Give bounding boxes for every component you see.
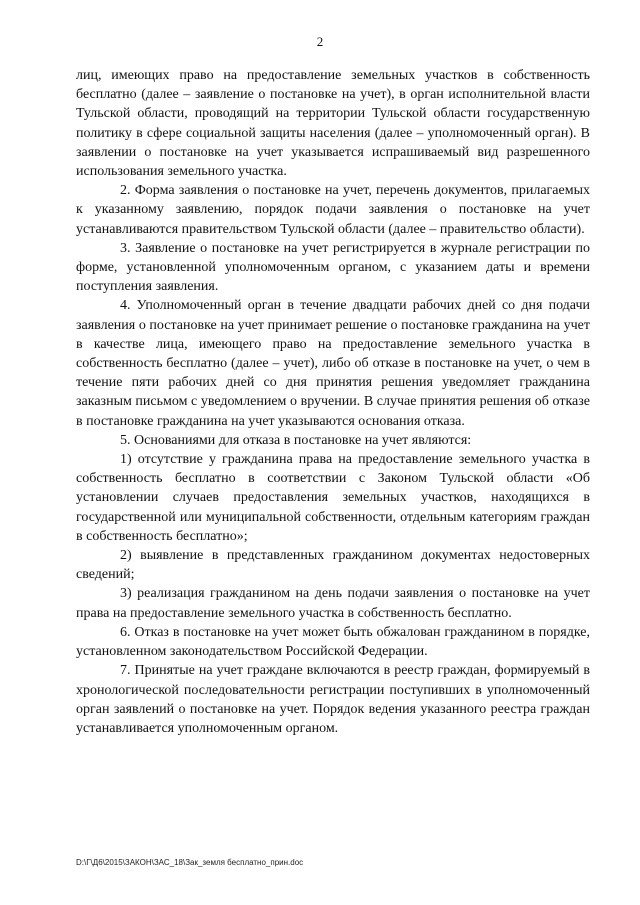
paragraph-continuation: лиц, имеющих право на предоставление земельных участков в собственность бесплатно (далее – заявление о постановке на учет), в орган исполнительной власти Тульской области, проводящий на территории Тульской области государственную политику в сфере социальной защиты населения (далее – уполномоченный орган). В заявлении о постановке на учет указывается испрашиваемый вид разрешенного использования земельного участка. <box>76 68 590 180</box>
document-body <box>76 66 590 738</box>
page-number: 2 <box>316 34 324 49</box>
subitem-3: 3) реализация гражданином на день подачи заявления о постановке на учет права на предоставление земельного участка в собственность бесплатно. <box>76 586 590 621</box>
paragraph-item-4: 4. Уполномоченный орган в течение двадцати рабочих дней со дня подачи заявления о постановке на учет принимает решение о постановке гражданина на учет в качестве лица, имеющего право на предоставление земельного участка в собственность бесплатно (далее – учет), либо об отказе в постановке на учет, о чем в течение пяти рабочих дней со дня принятия решения уведомляет гражданина заказным письмом с уведомлением о вручении. В случае принятия решения об отказе в постановке гражданина на учет указываются основания отказа. <box>76 298 590 429</box>
paragraph-item-2: 2. Форма заявления о постановке на учет, перечень документов, прилагаемых к указанному заявлению, порядок подачи заявления о постановке на учет устанавливаются правительством Тульской области (далее – правительство области). <box>76 183 590 237</box>
paragraph-item-6: 6. Отказ в постановке на учет может быть обжалован гражданином в порядке, установленном законодательством Российской Федерации. <box>76 624 590 660</box>
subitem-2: 2) выявление в представленных гражданином документах недостоверных сведений; <box>76 548 590 583</box>
paragraph-item-7: 7. Принятые на учет граждане включаются в реестр граждан, формируемый в хронологической последовательности регистрации поступивших в уполномоченный орган заявлений о постановке на учет. Порядок ведения указанного реестра граждан устанавливается уполномоченным органом. <box>76 663 590 736</box>
paragraph-item-3: 3. Заявление о постановке на учет регистрируется в журнале регистрации по форме, установленной уполномоченным органом, с указанием даты и времени поступления заявления. <box>76 240 590 295</box>
paragraph-item-5: 5. Основаниями для отказа в постановке на учет являются: <box>120 432 472 448</box>
subitem-1: 1) отсутствие у гражданина права на предоставление земельного участка в собственность бесплатно в соответствии с Законом Тульской области «Об установлении случаев предоставления земельных участков, находящихся в государственной или муниципальной собственности, отдельным категориям граждан в собственность бесплатно»; <box>76 452 590 544</box>
file-path-footer: D:\Г\Д6\2015\ЗАКОН\ЗАС_18\Зак_земля бесплатно_прин.doc <box>76 858 304 867</box>
